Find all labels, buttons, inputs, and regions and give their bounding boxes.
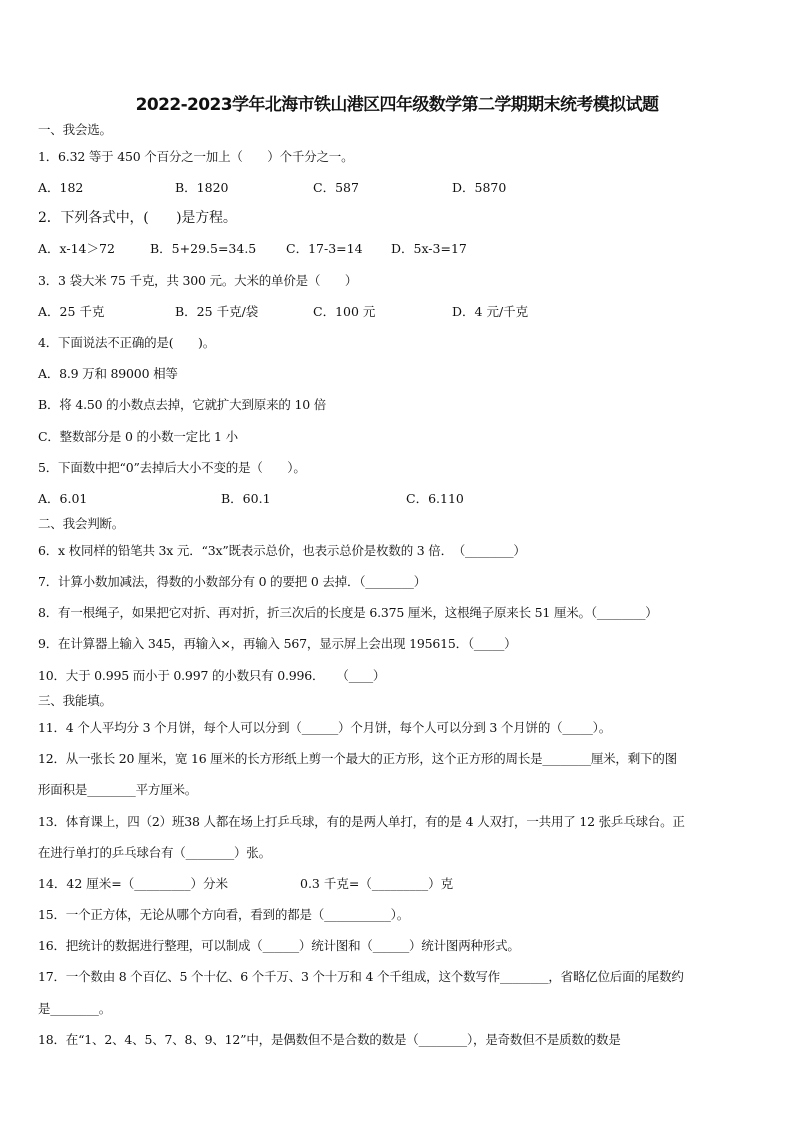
question-10: 10．大于 0.995 而小于 0.997 的小数只有 0.996． （____） bbox=[38, 668, 386, 683]
question-6: 6．x 枚同样的铅笔共 3x 元．“3x”既表示总价，也表示总价是枚数的 3 倍． （________） bbox=[38, 543, 526, 558]
q2-option-d: D．5x-3=17 bbox=[391, 241, 467, 256]
q2-option-b: B．5+29.5=34.5 bbox=[150, 241, 257, 256]
question-13-cont: 在进行单打的乒乓球台有（________）张。 bbox=[38, 845, 271, 860]
question-2: 2．下列各式中，( )是方程。 bbox=[38, 210, 237, 226]
q1-option-b: B．1820 bbox=[175, 180, 229, 195]
q3-option-d: D．4 元/千克 bbox=[452, 304, 529, 319]
question-11: 11．4 个人平均分 3 个月饼，每个人可以分到（______）个月饼，每个人可以分到 3 个月饼的（_____）。 bbox=[38, 720, 612, 735]
q5-option-a: A．6.01 bbox=[38, 491, 88, 506]
question-12-cont: 形面积是________平方厘米。 bbox=[38, 782, 198, 797]
q1-option-a: A．182 bbox=[38, 180, 84, 195]
question-14-part1: 14．42 厘米=（_________）分米 bbox=[38, 876, 229, 891]
section-heading: 一、我会选。 bbox=[38, 122, 112, 137]
question-18: 18．在“1、2、4、5、7、8、9、12”中，是偶数但不是合数的数是（________），是奇数但不是质数的数是 bbox=[38, 1032, 621, 1047]
question-7: 7．计算小数加减法，得数的小数部分有 0 的要把 0 去掉．（________） bbox=[38, 574, 427, 589]
q5-option-c: C．6.110 bbox=[406, 491, 464, 506]
question-17-cont: 是________。 bbox=[38, 1001, 112, 1016]
q3-option-b: B．25 千克/袋 bbox=[175, 304, 259, 319]
question-16: 16．把统计的数据进行整理，可以制成（______）统计图和（______）统计图两种形式。 bbox=[38, 938, 520, 953]
question-17: 17．一个数由 8 个百亿、5 个十亿、6 个千万、3 个十万和 4 个千组成，这个数写作________，省略亿位后面的尾数约 bbox=[38, 969, 684, 984]
q2-option-c: C．17-3=14 bbox=[286, 241, 363, 256]
q3-option-c: C．100 元 bbox=[313, 304, 376, 319]
section-heading: 三、我能填。 bbox=[38, 693, 112, 708]
question-5: 5．下面数中把“0”去掉后大小不变的是（ ）。 bbox=[38, 460, 306, 475]
question-13: 13．体育课上，四（2）班38 人都在场上打乒乓球，有的是两人单打，有的是 4 人双打，一共用了 12 张乒乓球台。正 bbox=[38, 814, 685, 829]
question-15: 15．一个正方体，无论从哪个方向看，看到的都是（___________）。 bbox=[38, 907, 410, 922]
q2-option-a: A．x-14＞72 bbox=[38, 241, 115, 256]
question-14-part2: 0.3 千克=（_________）克 bbox=[300, 876, 454, 891]
question-12: 12．从一张长 20 厘米，宽 16 厘米的长方形纸上剪一个最大的正方形，这个正方形的周长是________厘米，剩下的图 bbox=[38, 751, 677, 766]
q4-option-b: B．将 4.50 的小数点去掉，它就扩大到原来的 10 倍 bbox=[38, 397, 327, 412]
q4-option-c: C．整数部分是 0 的小数一定比 1 小 bbox=[38, 429, 238, 444]
question-8: 8．有一根绳子，如果把它对折、再对折，折三次后的长度是 6.375 厘米，这根绳子原来长 51 厘米。（________） bbox=[38, 605, 658, 620]
q3-option-a: A．25 千克 bbox=[38, 304, 105, 319]
question-3: 3．3 袋大米 75 千克，共 300 元。大米的单价是（ ） bbox=[38, 273, 358, 288]
q1-option-c: C．587 bbox=[313, 180, 359, 195]
q4-option-a: A．8.9 万和 89000 相等 bbox=[38, 366, 178, 381]
question-4: 4．下面说法不正确的是( )。 bbox=[38, 335, 216, 350]
question-9: 9．在计算器上输入 345，再输入×，再输入 567，显示屏上会出现 195615．（_____） bbox=[38, 636, 517, 651]
section-heading: 二、我会判断。 bbox=[38, 516, 125, 531]
question-1: 1．6.32 等于 450 个百分之一加上（ ）个千分之一。 bbox=[38, 149, 354, 164]
q1-option-d: D．5870 bbox=[452, 180, 507, 195]
q5-option-b: B．60.1 bbox=[221, 491, 271, 506]
page-title: 2022-2023学年北海市铁山港区四年级数学第二学期期末统考模拟试题 bbox=[135, 95, 659, 115]
